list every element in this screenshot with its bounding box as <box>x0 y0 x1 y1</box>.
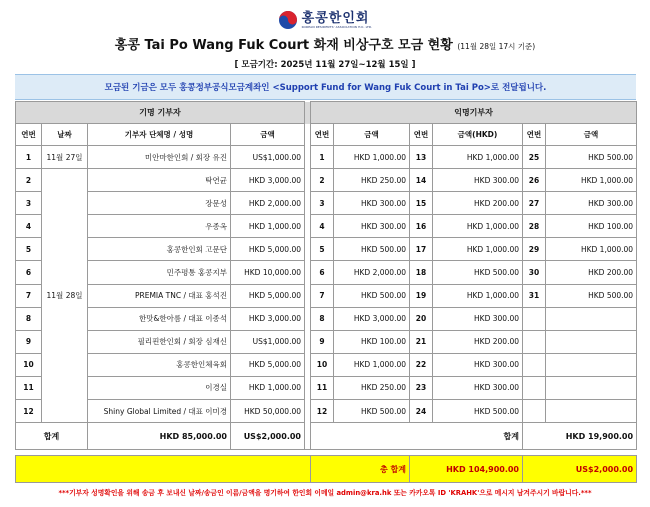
anon-no-cell-2: 17 <box>410 238 433 261</box>
table-row <box>16 400 637 423</box>
anon-amount-cell-2: HKD 1,000.00 <box>433 284 523 307</box>
col-header-donor: 기부자 단체명 / 성명 <box>88 124 231 146</box>
named-donor-cell: 홍콩한인회 고문단 <box>88 238 231 261</box>
table-row <box>16 330 637 353</box>
col-header-no: 연번 <box>16 124 42 146</box>
named-date-merged-cell: 11월 28일 <box>42 169 88 423</box>
anon-amount-cell-3 <box>546 400 637 423</box>
anon-no-cell-3 <box>523 330 546 353</box>
anon-no-cell-2: 14 <box>410 169 433 192</box>
anon-amount-cell-1: HKD 500.00 <box>334 284 410 307</box>
grand-total-usd: US$2,000.00 <box>523 456 637 483</box>
logo-text: 홍콩한인회 <box>301 10 370 26</box>
anon-no-cell-3: 25 <box>523 146 546 169</box>
anon-no-cell-1: 2 <box>311 169 334 192</box>
logo-subtext: KOREAN RESIDENTS' ASSOCIATION H.K. LTD. <box>301 24 373 29</box>
col-header-amount: 금액 <box>231 124 305 146</box>
anon-no-cell-1: 8 <box>311 307 334 330</box>
anon-no-cell-2: 16 <box>410 215 433 238</box>
named-total-hkd: HKD 85,000.00 <box>88 423 231 450</box>
anonymous-section-header: 익명기부자 <box>311 102 637 124</box>
taegeuk-icon <box>278 10 298 30</box>
named-no-cell: 8 <box>16 307 42 330</box>
anon-no-cell-3: 27 <box>523 192 546 215</box>
grand-total-spacer <box>16 456 311 483</box>
anon-no-cell-1: 11 <box>311 376 334 399</box>
named-donor-cell: 우종옥 <box>88 215 231 238</box>
anon-no-cell-1: 6 <box>311 261 334 284</box>
anon-amount-cell-1: HKD 300.00 <box>334 215 410 238</box>
anon-amount-cell-2: HKD 500.00 <box>433 261 523 284</box>
col-header-date: 날짜 <box>42 124 88 146</box>
named-donor-cell: Shiny Global Limited / 대표 이미경 <box>88 400 231 423</box>
anon-no-cell-3: 30 <box>523 261 546 284</box>
page-title <box>0 34 650 53</box>
named-no-cell: 3 <box>16 192 42 215</box>
anon-amount-cell-1: HKD 300.00 <box>334 192 410 215</box>
anon-amount-cell-3: HKD 100.00 <box>546 215 637 238</box>
table-row <box>16 215 637 238</box>
named-donor-cell: PREMIA TNC / 대표 홍석진 <box>88 284 231 307</box>
anon-amount-cell-2: HKD 1,000.00 <box>433 146 523 169</box>
named-amount-cell: HKD 5,000.00 <box>231 238 305 261</box>
anon-amount-cell-1: HKD 3,000.00 <box>334 307 410 330</box>
anon-amount-cell-3: HKD 500.00 <box>546 146 637 169</box>
named-amount-cell: HKD 5,000.00 <box>231 353 305 376</box>
col-header-anon-amount-1: 금액 <box>334 124 410 146</box>
anon-amount-cell-2: HKD 500.00 <box>433 400 523 423</box>
anon-amount-cell-1: HKD 1,000.00 <box>334 353 410 376</box>
named-amount-cell: US$1,000.00 <box>231 330 305 353</box>
anon-no-cell-3 <box>523 353 546 376</box>
anon-amount-cell-3 <box>546 353 637 376</box>
anon-amount-cell-3 <box>546 330 637 353</box>
named-amount-cell: US$1,000.00 <box>231 146 305 169</box>
anon-amount-cell-2: HKD 1,000.00 <box>433 238 523 261</box>
anon-no-cell-2: 20 <box>410 307 433 330</box>
anon-no-cell-1: 12 <box>311 400 334 423</box>
named-donor-cell: 홍콩한인체육회 <box>88 353 231 376</box>
named-total-label: 합계 <box>16 423 88 450</box>
named-total-usd: US$2,000.00 <box>231 423 305 450</box>
anon-amount-cell-3 <box>546 376 637 399</box>
anon-amount-cell-3 <box>546 307 637 330</box>
anon-amount-cell-1: HKD 250.00 <box>334 376 410 399</box>
anon-amount-cell-2: HKD 1,000.00 <box>433 215 523 238</box>
title-note: (11월 28일 17시 기준) <box>457 42 536 51</box>
table-row <box>16 146 637 169</box>
named-donor-cell: 이경실 <box>88 376 231 399</box>
grand-total-row <box>16 456 637 483</box>
anon-amount-cell-2: HKD 200.00 <box>433 330 523 353</box>
anon-amount-cell-2: HKD 200.00 <box>433 192 523 215</box>
named-amount-cell: HKD 3,000.00 <box>231 169 305 192</box>
col-header-anon-amount-2: 금액(HKD) <box>433 124 523 146</box>
named-section-header: 기명 기부자 <box>16 102 305 124</box>
anon-no-cell-2: 18 <box>410 261 433 284</box>
collection-period: [ 모금기간: 2025년 11월 27일~12월 15일 ] <box>234 60 416 70</box>
anon-amount-cell-1: HKD 100.00 <box>334 330 410 353</box>
totals-row <box>16 423 637 450</box>
anon-no-cell-2: 19 <box>410 284 433 307</box>
named-amount-cell: HKD 2,000.00 <box>231 192 305 215</box>
anon-no-cell-3: 28 <box>523 215 546 238</box>
anon-no-cell-1: 9 <box>311 330 334 353</box>
anon-amount-cell-3: HKD 300.00 <box>546 192 637 215</box>
named-amount-cell: HKD 10,000.00 <box>231 261 305 284</box>
named-amount-cell: HKD 1,000.00 <box>231 215 305 238</box>
col-header-anon-no-1: 연번 <box>311 124 334 146</box>
anon-amount-cell-3: HKD 1,000.00 <box>546 238 637 261</box>
anon-amount-cell-1: HKD 250.00 <box>334 169 410 192</box>
named-donor-cell: 필리핀한인회 / 회장 심재신 <box>88 330 231 353</box>
named-no-cell: 6 <box>16 261 42 284</box>
table-row <box>16 261 637 284</box>
named-no-cell: 4 <box>16 215 42 238</box>
anon-no-cell-3 <box>523 307 546 330</box>
anon-total-hkd: HKD 19,900.00 <box>523 423 637 450</box>
named-no-cell: 10 <box>16 353 42 376</box>
named-no-cell: 9 <box>16 330 42 353</box>
table-row <box>16 307 637 330</box>
named-no-cell: 1 <box>16 146 42 169</box>
header-logo <box>0 8 650 32</box>
anon-amount-cell-1: HKD 500.00 <box>334 400 410 423</box>
anon-no-cell-1: 5 <box>311 238 334 261</box>
anon-no-cell-3: 29 <box>523 238 546 261</box>
table-row <box>16 192 637 215</box>
grand-total-hkd: HKD 104,900.00 <box>410 456 523 483</box>
anon-amount-cell-3: HKD 500.00 <box>546 284 637 307</box>
anon-no-cell-1: 4 <box>311 215 334 238</box>
named-no-cell: 7 <box>16 284 42 307</box>
table-row <box>16 376 637 399</box>
named-donor-cell: 민주평통 홍콩지부 <box>88 261 231 284</box>
named-no-cell: 11 <box>16 376 42 399</box>
grand-total-label: 총 합계 <box>311 456 410 483</box>
named-amount-cell: HKD 5,000.00 <box>231 284 305 307</box>
anon-no-cell-3 <box>523 400 546 423</box>
named-amount-cell: HKD 1,000.00 <box>231 376 305 399</box>
anon-no-cell-2: 13 <box>410 146 433 169</box>
anon-no-cell-3: 26 <box>523 169 546 192</box>
table-row <box>16 284 637 307</box>
col-header-anon-amount-3: 금액 <box>546 124 637 146</box>
col-header-anon-no-2: 연번 <box>410 124 433 146</box>
anon-amount-cell-3: HKD 200.00 <box>546 261 637 284</box>
notice-banner: 모금된 기금은 모두 홍콩정부공식모금계좌인 <Support Fund for Wang Fuk Court in Tai Po>로 전달됩니다. <box>15 74 636 100</box>
anon-amount-cell-1: HKD 1,000.00 <box>334 146 410 169</box>
named-no-cell: 12 <box>16 400 42 423</box>
anon-no-cell-2: 21 <box>410 330 433 353</box>
footnote: ***기부자 성명확인을 위해 송금 후 보내신 날짜/송금인 이름/금액을 명기하여 한인회 이메일 admin@kra.hk 또는 카카오톡 ID 'KRAHK'으로 메시지 남겨주시기 바랍니다.*** <box>58 489 592 497</box>
anon-amount-cell-2: HKD 300.00 <box>433 307 523 330</box>
table-row <box>16 169 637 192</box>
named-donor-cell: 탁연균 <box>88 169 231 192</box>
anon-total-label: 합계 <box>311 423 523 450</box>
table-row <box>16 353 637 376</box>
anon-amount-cell-2: HKD 300.00 <box>433 353 523 376</box>
anon-no-cell-2: 23 <box>410 376 433 399</box>
anon-no-cell-2: 22 <box>410 353 433 376</box>
named-amount-cell: HKD 50,000.00 <box>231 400 305 423</box>
title-text: 홍콩 Tai Po Wang Fuk Court 화재 비상구호 모금 현황 <box>114 38 453 53</box>
anon-no-cell-3: 31 <box>523 284 546 307</box>
anon-amount-cell-2: HKD 300.00 <box>433 169 523 192</box>
anon-amount-cell-1: HKD 500.00 <box>334 238 410 261</box>
anon-amount-cell-2: HKD 300.00 <box>433 376 523 399</box>
anon-no-cell-1: 1 <box>311 146 334 169</box>
named-donor-cell: 장문성 <box>88 192 231 215</box>
anon-amount-cell-1: HKD 2,000.00 <box>334 261 410 284</box>
anon-no-cell-2: 15 <box>410 192 433 215</box>
named-no-cell: 5 <box>16 238 42 261</box>
named-donor-cell: 한맛&한아름 / 대표 이종석 <box>88 307 231 330</box>
anon-no-cell-1: 3 <box>311 192 334 215</box>
donation-table <box>15 101 637 483</box>
col-header-anon-no-3: 연번 <box>523 124 546 146</box>
named-donor-cell: 미안마한인회 / 회장 유진 <box>88 146 231 169</box>
table-row <box>16 238 637 261</box>
named-amount-cell: HKD 3,000.00 <box>231 307 305 330</box>
named-no-cell: 2 <box>16 169 42 192</box>
anon-no-cell-3 <box>523 376 546 399</box>
named-date-cell: 11월 27일 <box>42 146 88 169</box>
logo <box>278 10 373 30</box>
anon-amount-cell-3: HKD 1,000.00 <box>546 169 637 192</box>
anon-no-cell-2: 24 <box>410 400 433 423</box>
anon-no-cell-1: 10 <box>311 353 334 376</box>
anon-no-cell-1: 7 <box>311 284 334 307</box>
